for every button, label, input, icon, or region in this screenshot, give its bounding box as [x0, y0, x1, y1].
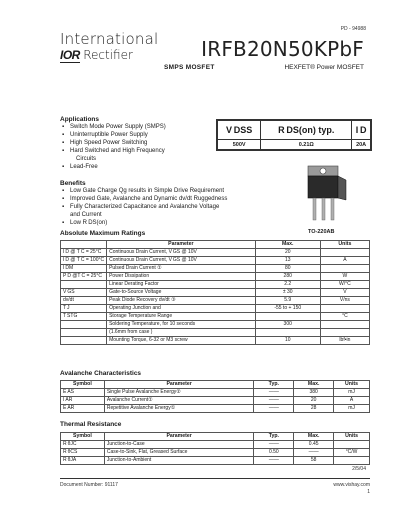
column-header	[61, 241, 107, 249]
units-cell	[320, 249, 369, 257]
symbol-cell: P D @T C = 25°C	[61, 273, 107, 281]
part-number: IRFB20N50KPbF	[201, 37, 364, 61]
units-cell	[320, 321, 369, 329]
units-cell	[334, 441, 370, 449]
value-cell: 280	[255, 273, 320, 281]
revision-date: 2/5/04	[352, 466, 366, 472]
vdss-header: V DSS	[218, 121, 261, 140]
table-row	[61, 337, 370, 345]
table-row	[61, 249, 370, 257]
symbol-cell	[61, 337, 107, 345]
key-spec-box	[216, 119, 372, 151]
id-value: 20A	[352, 140, 371, 150]
column-header: Typ.	[254, 433, 294, 441]
units-cell: lbf•in	[320, 337, 369, 345]
parameter-cell: Peak Diode Recovery dv/dt ③	[107, 297, 256, 305]
column-header: Max.	[294, 433, 334, 441]
units-cell: V/ns	[320, 297, 369, 305]
table-row	[61, 449, 370, 457]
rectifier-word: Rectifier	[83, 48, 133, 62]
list-item: ▪ Fully Characterized Capacitance and Avalanche Voltage	[62, 203, 300, 211]
symbol-cell	[61, 321, 107, 329]
typ-cell: ——	[254, 397, 294, 405]
table-row	[61, 297, 370, 305]
units-cell	[334, 457, 370, 465]
parameter-cell: Power Dissipation	[107, 273, 256, 281]
table-row	[61, 441, 370, 449]
symbol-cell: I AR	[61, 397, 105, 405]
units-cell	[320, 305, 369, 313]
parameter-cell: Gate-to-Source Voltage	[107, 289, 256, 297]
list-item: ▪ High Speed Power Switching	[62, 139, 210, 147]
max-cell: 58	[294, 457, 334, 465]
symbol-cell: E AR	[61, 405, 105, 413]
max-cell: 28	[294, 405, 334, 413]
value-cell: 80	[255, 265, 320, 273]
table-row	[61, 289, 370, 297]
symbol-cell: I D @ T C = 25°C	[61, 249, 107, 257]
table-row	[61, 457, 370, 465]
units-cell: W	[320, 273, 369, 281]
table-row	[61, 265, 370, 273]
parameter-cell: Pulsed Drain Current ①	[107, 265, 256, 273]
table-row	[61, 405, 370, 413]
typ-cell: 0.50	[254, 449, 294, 457]
technology-label: HEXFET® Power MOSFET	[284, 64, 364, 71]
list-item: ▪ Switch Mode Power Supply (SMPS)	[62, 123, 210, 131]
table-row	[61, 313, 370, 321]
parameter-cell: Junction-to-Ambient	[104, 457, 254, 465]
symbol-cell: T STG	[61, 313, 107, 321]
value-cell	[255, 329, 320, 337]
parameter-cell: Storage Temperature Range	[107, 313, 256, 321]
units-cell: °C/W	[334, 449, 370, 457]
column-header: Typ.	[254, 381, 294, 389]
symbol-cell: R θJC	[61, 441, 105, 449]
table-row	[61, 257, 370, 265]
column-header: Units	[334, 433, 370, 441]
units-cell: A	[334, 397, 370, 405]
product-type: SMPS MOSFET	[164, 64, 215, 71]
list-item: Circuits	[76, 156, 97, 162]
value-cell: 20	[255, 249, 320, 257]
pd-number: PD - 94988	[340, 26, 366, 32]
units-cell: V	[320, 289, 369, 297]
parameter-cell: Repetitive Avalanche Energy①	[104, 405, 254, 413]
value-cell: ± 30	[255, 289, 320, 297]
avalanche-title: Avalanche Characteristics	[60, 370, 142, 377]
table-row	[61, 397, 370, 405]
list-item: ▪ Hard Switched and High Frequency	[62, 147, 210, 155]
vdss-value: 500V	[218, 140, 261, 150]
units-cell: W/°C	[320, 281, 369, 289]
column-header: Max.	[294, 381, 334, 389]
parameter-cell: (1.6mm from case )	[107, 329, 256, 337]
column-header: Symbol	[61, 381, 105, 389]
parameter-cell: Junction-to-Case	[104, 441, 254, 449]
applications-section	[60, 116, 210, 171]
column-header: Parameter	[107, 241, 256, 249]
max-cell: 380	[294, 389, 334, 397]
id-header: I D	[352, 121, 371, 140]
value-cell: 13	[255, 257, 320, 265]
table-row	[61, 329, 370, 337]
value-cell: -55 to + 150	[255, 305, 320, 313]
rdson-value: 0.21Ω	[261, 140, 352, 150]
benefits-section	[60, 180, 300, 227]
list-item: and Current	[70, 212, 102, 218]
column-header: Parameter	[104, 433, 254, 441]
website-link[interactable]: www.vishay.com	[333, 482, 370, 488]
symbol-cell: I DM	[61, 265, 107, 273]
column-header: Symbol	[61, 433, 105, 441]
parameter-cell: Operating Junction and	[107, 305, 256, 313]
list-item: ▪ Low Gate Charge Qg results in Simple Drive Requirement	[62, 187, 300, 195]
symbol-cell: I D @ T C = 100°C	[61, 257, 107, 265]
page-number: 1	[367, 489, 370, 495]
table-row	[61, 281, 370, 289]
symbol-cell	[61, 281, 107, 289]
column-header: Max.	[255, 241, 320, 249]
parameter-cell: Soldering Temperature, for 10 seconds	[107, 321, 256, 329]
symbol-cell	[61, 329, 107, 337]
max-cell: 0.45	[294, 441, 334, 449]
list-item: ▪ Low R DS(on)	[62, 219, 300, 227]
benefits-title: Benefits	[60, 180, 86, 187]
typ-cell: ——	[254, 457, 294, 465]
typ-cell: ——	[254, 389, 294, 397]
symbol-cell: E AS	[61, 389, 105, 397]
value-cell: 5.9	[255, 297, 320, 305]
applications-title: Applications	[60, 116, 100, 123]
units-cell: mJ	[334, 389, 370, 397]
parameter-cell: Case-to-Sink, Flat, Greased Surface	[104, 449, 254, 457]
abs-max-title: Absolute Maximum Ratings	[60, 230, 146, 237]
symbol-cell: R θCS	[61, 449, 105, 457]
abs-max-table	[60, 240, 370, 345]
column-header: Units	[334, 381, 370, 389]
company-name: International	[60, 30, 159, 48]
max-cell: 20	[294, 397, 334, 405]
symbol-cell: V GS	[61, 289, 107, 297]
value-cell: 2.2	[255, 281, 320, 289]
value-cell: 300	[255, 321, 320, 329]
list-item: ▪ Uninterruptible Power Supply	[62, 131, 210, 139]
units-cell: A	[320, 257, 369, 265]
table-row	[61, 321, 370, 329]
symbol-cell: R θJA	[61, 457, 105, 465]
parameter-cell: Continuous Drain Current, V GS @ 10V	[107, 257, 256, 265]
table-row	[61, 273, 370, 281]
column-header: Parameter	[104, 381, 254, 389]
parameter-cell: Linear Derating Factor	[107, 281, 256, 289]
list-item: ▪ Lead-Free	[62, 163, 210, 171]
table-row	[61, 305, 370, 313]
parameter-cell: Single Pulse Avalanche Energy②	[104, 389, 254, 397]
footer-divider	[60, 478, 370, 479]
max-cell: ——	[294, 449, 334, 457]
symbol-cell: dv/dt	[61, 297, 107, 305]
ior-logo: IOR	[60, 48, 80, 62]
parameter-cell: Avalanche Current①	[104, 397, 254, 405]
parameter-cell: Continuous Drain Current, V GS @ 10V	[107, 249, 256, 257]
list-item: ▪ Improved Gate, Avalanche and Dynamic dv/dt Ruggedness	[62, 195, 300, 203]
avalanche-table	[60, 380, 370, 413]
to220-package-image	[294, 160, 364, 224]
parameter-cell: Mounting Torque, 6-32 or M3 screw	[107, 337, 256, 345]
symbol-cell: T J	[61, 305, 107, 313]
value-cell: 10	[255, 337, 320, 345]
units-cell	[320, 265, 369, 273]
document-number: Document Number: 91117	[60, 482, 118, 488]
typ-cell: ——	[254, 405, 294, 413]
units-cell: mJ	[334, 405, 370, 413]
units-cell	[320, 329, 369, 337]
units-cell: °C	[320, 313, 369, 321]
thermal-table	[60, 432, 370, 465]
thermal-title: Thermal Resistance	[60, 421, 122, 428]
typ-cell: ——	[254, 441, 294, 449]
rdson-header: R DS(on) typ.	[261, 121, 352, 140]
column-header: Units	[320, 241, 369, 249]
company-logo	[60, 32, 158, 62]
package-label: TO-220AB	[308, 229, 335, 235]
table-row	[61, 389, 370, 397]
value-cell	[255, 313, 320, 321]
